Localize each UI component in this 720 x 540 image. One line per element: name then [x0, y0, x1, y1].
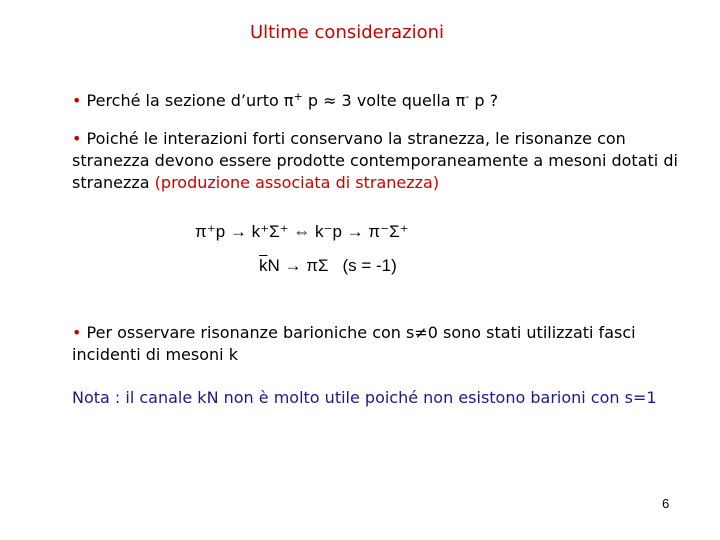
equation-line-2: [259, 256, 397, 276]
bullet-marker: •: [72, 323, 82, 342]
bullet-strangeness: [72, 128, 682, 194]
equation-line-1: π⁺p → k⁺Σ⁺ ⇔ k⁻p → π⁻Σ⁺: [195, 222, 409, 241]
strangeness-note: (s = -1): [342, 256, 397, 275]
slide-title: Ultime considerazioni: [249, 22, 445, 43]
equation-line-2-rest: N → πΣ: [267, 256, 329, 275]
bullet-kaon-beams: [72, 322, 682, 366]
kbar-symbol: $\overline{k}$: [259, 256, 268, 275]
bullet1-post: p ?: [469, 91, 499, 110]
pi-symbol: π: [283, 91, 294, 110]
bullet1-pre: Perché la sezione d’urto: [86, 91, 284, 110]
plus-sup: +: [293, 90, 303, 103]
nota-text: Nota : il canale kN non è molto utile poiché non esistono barioni con s=1: [72, 388, 657, 407]
bullet-marker: •: [72, 91, 82, 110]
bullet-marker: •: [72, 129, 82, 148]
pi-symbol: π: [455, 91, 466, 110]
bullet3-text: Per osservare risonanze barioniche con s≠0 sono stati utilizzati fasci incidenti di mesoni k: [72, 323, 636, 364]
bullet2-text: Poiché le interazioni forti conservano la stranezza, le risonanze con stranezza devono essere prodotte contemporaneamente a mesoni dotati di stranezza: [72, 129, 678, 192]
bullet-cross-section: [72, 86, 682, 112]
bullet1-mid: p ≈ 3 volte quella: [302, 91, 456, 110]
page-number: 6: [662, 496, 670, 511]
minus-sup: -: [465, 90, 470, 103]
associated-production-highlight: (produzione associata di stranezza): [154, 173, 440, 192]
